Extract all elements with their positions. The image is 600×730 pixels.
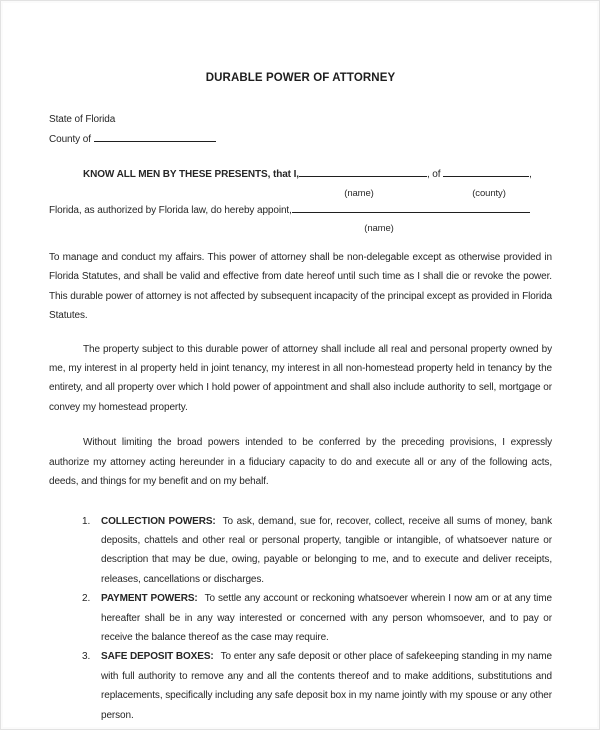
hint-row-1	[49, 185, 552, 201]
preamble-line-2	[49, 201, 552, 220]
name-hint: (name)	[344, 187, 374, 199]
list-item-collection-powers	[49, 512, 552, 590]
county-blank-line	[94, 130, 216, 142]
page-content	[49, 1, 552, 725]
item-heading: PAYMENT POWERS:	[101, 593, 198, 605]
paragraph-broad-powers: Without limiting the broad powers intended to be conferred by the preceding provisions, I expressly authorize my attorney acting hereunder in a fiduciary capacity to do and execute all or any of the following acts, deeds, and things for my benefit and on my behalf.	[49, 437, 552, 488]
preamble-of: , of	[426, 169, 441, 181]
paragraph-property-subject: The property subject to this durable power of attorney shall include all real and personal property owned by me, my interest in al property held in joint tenancy, my interest in all non-homestead property held in tenancy by the entirety, and all property over which I hold power of appointment and shall also include authority to sell, mortgage or convey my homestead property.	[49, 343, 552, 413]
state-line: State of Florida	[49, 114, 116, 126]
document-title: DURABLE POWER OF ATTORNEY	[205, 72, 396, 84]
county-hint: (county)	[472, 187, 506, 199]
item-heading: SAFE DEPOSIT BOXES:	[101, 651, 214, 663]
item-heading: COLLECTION POWERS:	[101, 515, 216, 527]
item-number: 1.	[82, 515, 91, 527]
jurisdiction-block	[49, 110, 552, 149]
item-text: To ask, demand, sue for, recover, collect, receive all sums of money, bank deposits, chattels and other real or personal property, tangible or intangible, of whatsoever nature or description that may be due, owing, payable or belonging to me, and to execute and deliver receipts, releases, cancellations or discharges.	[101, 515, 552, 585]
list-item-safe-deposit-boxes	[49, 647, 552, 725]
preamble-comma: ,	[529, 169, 532, 181]
county-label: County of	[49, 133, 91, 145]
item-text: To settle any account or reckoning whatsoever wherein I now am or at any time hereafter shall be in any way interested or concerned with any person whomsoever, and to pay or receive the balance thereof as the case may require.	[101, 593, 552, 643]
preamble-lead: KNOW ALL MEN BY THESE PRESENTS, that I,	[83, 169, 299, 181]
powers-list	[49, 512, 552, 725]
principal-county-blank	[443, 165, 529, 177]
paragraph-manage-affairs: To manage and conduct my affairs. This power of attorney shall be non-delegable except as otherwise provided in Florida Statutes, and shall be valid and effective from date hereof until such time as I shall die or revoke the power. This durable power of attorney is not affected by subsequent incapacity of the principal except as provided in Florida Statutes.	[49, 252, 552, 322]
county-line	[49, 130, 552, 149]
item-number: 3.	[82, 651, 91, 663]
appoint-name-hint: (name)	[364, 223, 394, 235]
principal-name-blank	[299, 165, 427, 177]
list-item-payment-powers	[49, 589, 552, 647]
appoint-text: Florida, as authorized by Florida law, do hereby appoint,	[49, 204, 292, 216]
preamble-line-1	[49, 165, 552, 184]
hint-row-2	[49, 220, 552, 236]
preamble-block	[49, 165, 552, 236]
item-number: 2.	[82, 593, 91, 605]
item-text: To enter any safe deposit or other place of safekeeping standing in my name with full authority to remove any and all the contents thereof and to make additions, substitutions and replacements, specifically including any safe deposit box in my name jointly with my spouse or any other person.	[101, 651, 552, 721]
